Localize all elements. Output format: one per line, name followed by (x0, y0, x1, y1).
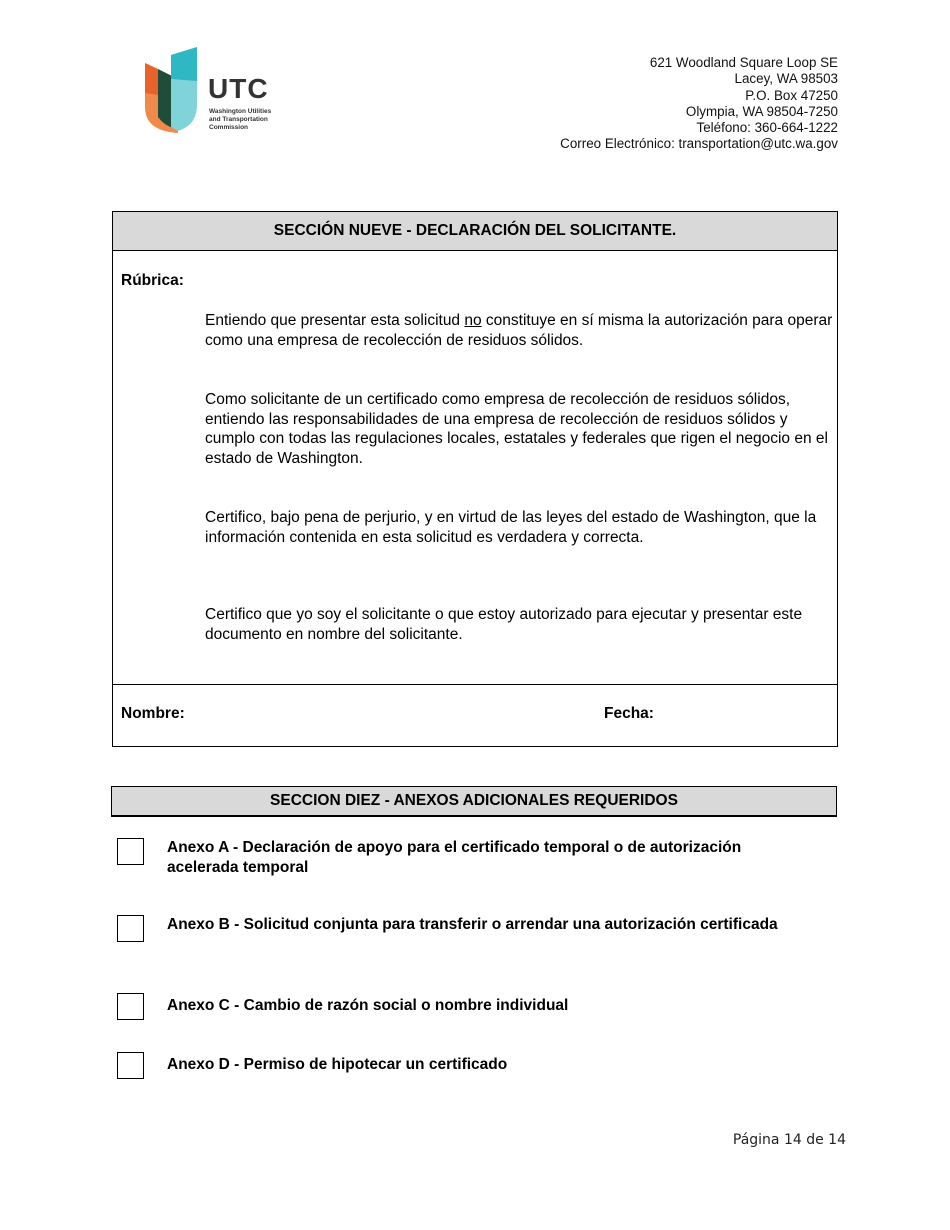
declaration-paragraph-4: Certifico que yo soy el solicitante o que estoy autorizado para ejecutar y presentar este documento en nombre del solicitante. (205, 606, 803, 643)
email-line[interactable]: Correo Electrónico: transportation@utc.wa.gov (560, 136, 838, 152)
annex-b-checkbox[interactable] (117, 915, 144, 942)
declaration-paragraph-2: Como solicitante de un certificado como empresa de recolección de residuos sólidos, entiendo las responsabilidades de una empresa de recolección de residuos sólidos y cumplo con todas las regulaciones locales, estatales y federales que rigen el negocio en el estado de Washington. (205, 391, 828, 467)
section-nine-box (112, 211, 838, 747)
annex-b-label: Anexo B - Solicitud conjunta para transferir o arrendar una autorización certificada (167, 916, 778, 933)
address-line: 621 Woodland Square Loop SE (649, 55, 838, 70)
annex-a-checkbox[interactable] (117, 838, 144, 865)
page-number: Página 14 de 14 (732, 1132, 846, 1148)
annex-d-label: Anexo D - Permiso de hipotecar un certificado (167, 1056, 508, 1073)
annex-a-label: Anexo A - Declaración de apoyo para el certificado temporal o de autorización acelerada temporal (167, 839, 742, 876)
logo-subtitle-line: Commission (209, 124, 249, 131)
annex-d-checkbox[interactable] (117, 1052, 144, 1079)
utc-logo-mark-icon (145, 45, 205, 135)
logo-wordmark: UTC (208, 73, 269, 104)
logo-subtitle-line: Washington Utilities (209, 108, 272, 115)
signature-row[interactable] (113, 684, 837, 746)
address-line: P.O. Box 47250 (745, 87, 838, 103)
address-block (560, 55, 838, 153)
declaration-paragraph-1 (205, 311, 835, 350)
address-line: Olympia, WA 98504-7250 (685, 103, 838, 119)
address-line: Lacey, WA 98503 (734, 71, 838, 87)
section-ten-title: SECCION DIEZ - ANEXOS ADICIONALES REQUERIDOS (111, 786, 837, 817)
text-span: Entiendo que presentar esta solicitud (205, 312, 465, 329)
section-nine-title: SECCIÓN NUEVE - DECLARACIÓN DEL SOLICITANTE. (113, 212, 837, 251)
logo-subtitle-line: and Transportation (209, 116, 268, 123)
annex-c-label: Anexo C - Cambio de razón social o nombre individual (167, 997, 569, 1014)
nombre-label: Nombre: (121, 705, 185, 722)
utc-logo (145, 45, 285, 137)
annex-c-checkbox[interactable] (117, 993, 144, 1020)
text-span: constituye en sí misma la autorización para operar como una empresa de recolección de residuos sólidos. (205, 312, 833, 349)
logo-subtitle (209, 108, 271, 132)
phone-line: Teléfono: 360-664-1222 (696, 120, 838, 136)
declaration-paragraph-3: Certifico, bajo pena de perjurio, y en virtud de las leyes del estado de Washington, que la información contenida en esta solicitud es verdadera y correcta. (205, 509, 817, 546)
fecha-label: Fecha: (604, 705, 654, 722)
rubrica-label: Rúbrica: (121, 272, 184, 289)
underlined-word: no (464, 312, 482, 329)
